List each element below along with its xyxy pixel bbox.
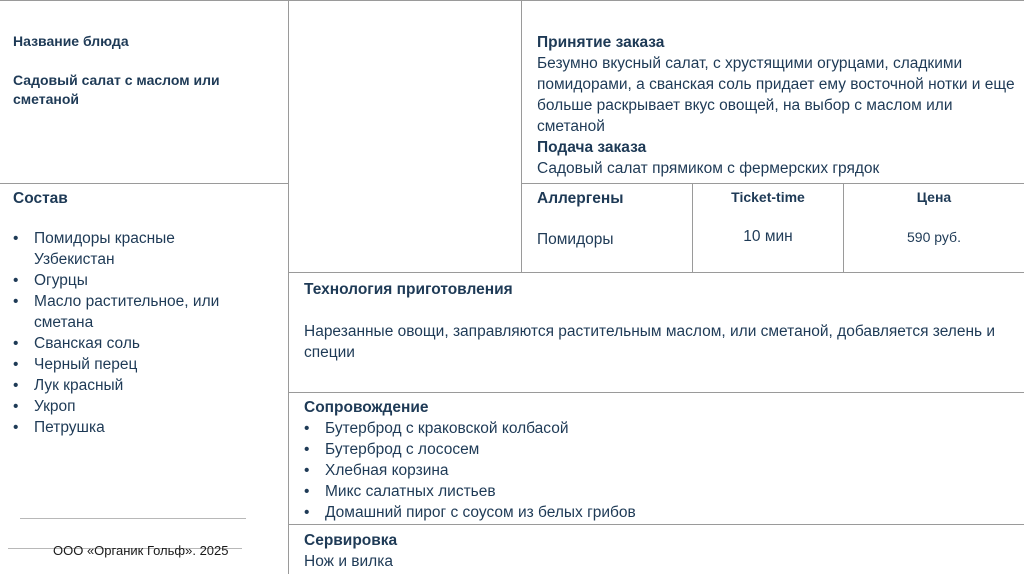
divider-left-name-composition <box>0 183 288 184</box>
list-item: • Петрушка <box>13 417 253 438</box>
price-section <box>844 189 1024 245</box>
accompaniment-heading: Сопровождение <box>304 399 429 416</box>
serving-section <box>304 530 1004 572</box>
list-item: • Огурцы <box>13 270 253 291</box>
order-section <box>537 32 1017 179</box>
divider-left <box>288 0 289 574</box>
ticket-time-section <box>693 189 843 247</box>
divider-serving-top <box>288 524 1024 525</box>
accompaniment-section <box>304 397 1004 523</box>
divider-order-allergens <box>521 183 1024 184</box>
price-value: 590 руб. <box>907 229 961 245</box>
composition-list <box>13 228 253 438</box>
allergens-section <box>537 188 687 250</box>
footer-rule-top <box>20 518 246 519</box>
list-item: • Бутерброд с краковской колбасой <box>304 418 1004 439</box>
serving-heading: Сервировка <box>304 532 398 549</box>
divider-accompaniment-top <box>288 392 1024 393</box>
serving-text: Нож и вилка <box>304 553 393 570</box>
composition-section <box>13 188 273 438</box>
dish-name-section <box>13 33 278 109</box>
allergens-heading: Аллергены <box>537 190 624 207</box>
list-item: • Помидоры красные Узбекистан <box>13 228 253 270</box>
price-heading: Цена <box>916 189 952 205</box>
top-border <box>0 0 1024 1</box>
order-accept-heading: Принятие заказа <box>537 34 665 51</box>
technology-text: Нарезанные овощи, заправляются растительным маслом, или сметаной, добавляется зелень и специи <box>304 323 996 361</box>
composition-heading: Состав <box>13 190 68 207</box>
list-item: • Хлебная корзина <box>304 460 1004 481</box>
dish-name-heading: Название блюда <box>13 33 129 49</box>
list-item: • Бутерброд с лососем <box>304 439 1004 460</box>
divider-technology-top <box>288 272 1024 273</box>
ticket-time-value: 10 мин <box>743 228 793 245</box>
allergens-value: Помидоры <box>537 231 614 248</box>
technology-section <box>304 279 1014 363</box>
list-item: • Сванская соль <box>13 333 253 354</box>
list-item: • Черный перец <box>13 354 253 375</box>
order-serve-text: Садовый салат прямиком с фермерских грядок <box>537 160 880 177</box>
footer-company: ООО «Органик Гольф». 2025 <box>53 543 229 558</box>
accompaniment-list <box>304 418 1004 523</box>
dish-name-value: Садовый салат с маслом или сметаной <box>13 72 220 107</box>
order-serve-heading: Подача заказа <box>537 139 647 156</box>
list-item: • Укроп <box>13 396 253 417</box>
list-item: • Микс салатных листьев <box>304 481 1004 502</box>
list-item: • Домашний пирог с соусом из белых грибов <box>304 502 1004 523</box>
list-item: • Масло растительное, или сметана <box>13 291 253 333</box>
list-item: • Лук красный <box>13 375 253 396</box>
divider-top-middle <box>521 0 522 272</box>
technology-heading: Технология приготовления <box>304 281 513 298</box>
ticket-time-heading: Ticket-time <box>731 189 805 205</box>
order-accept-text: Безумно вкусный салат, с хрустящими огурцами, сладкими помидорами, а сванская соль придает ему восточной нотки и еще больше раскрывает вкус овощей, на выбор с маслом или сметаной <box>537 55 1015 135</box>
